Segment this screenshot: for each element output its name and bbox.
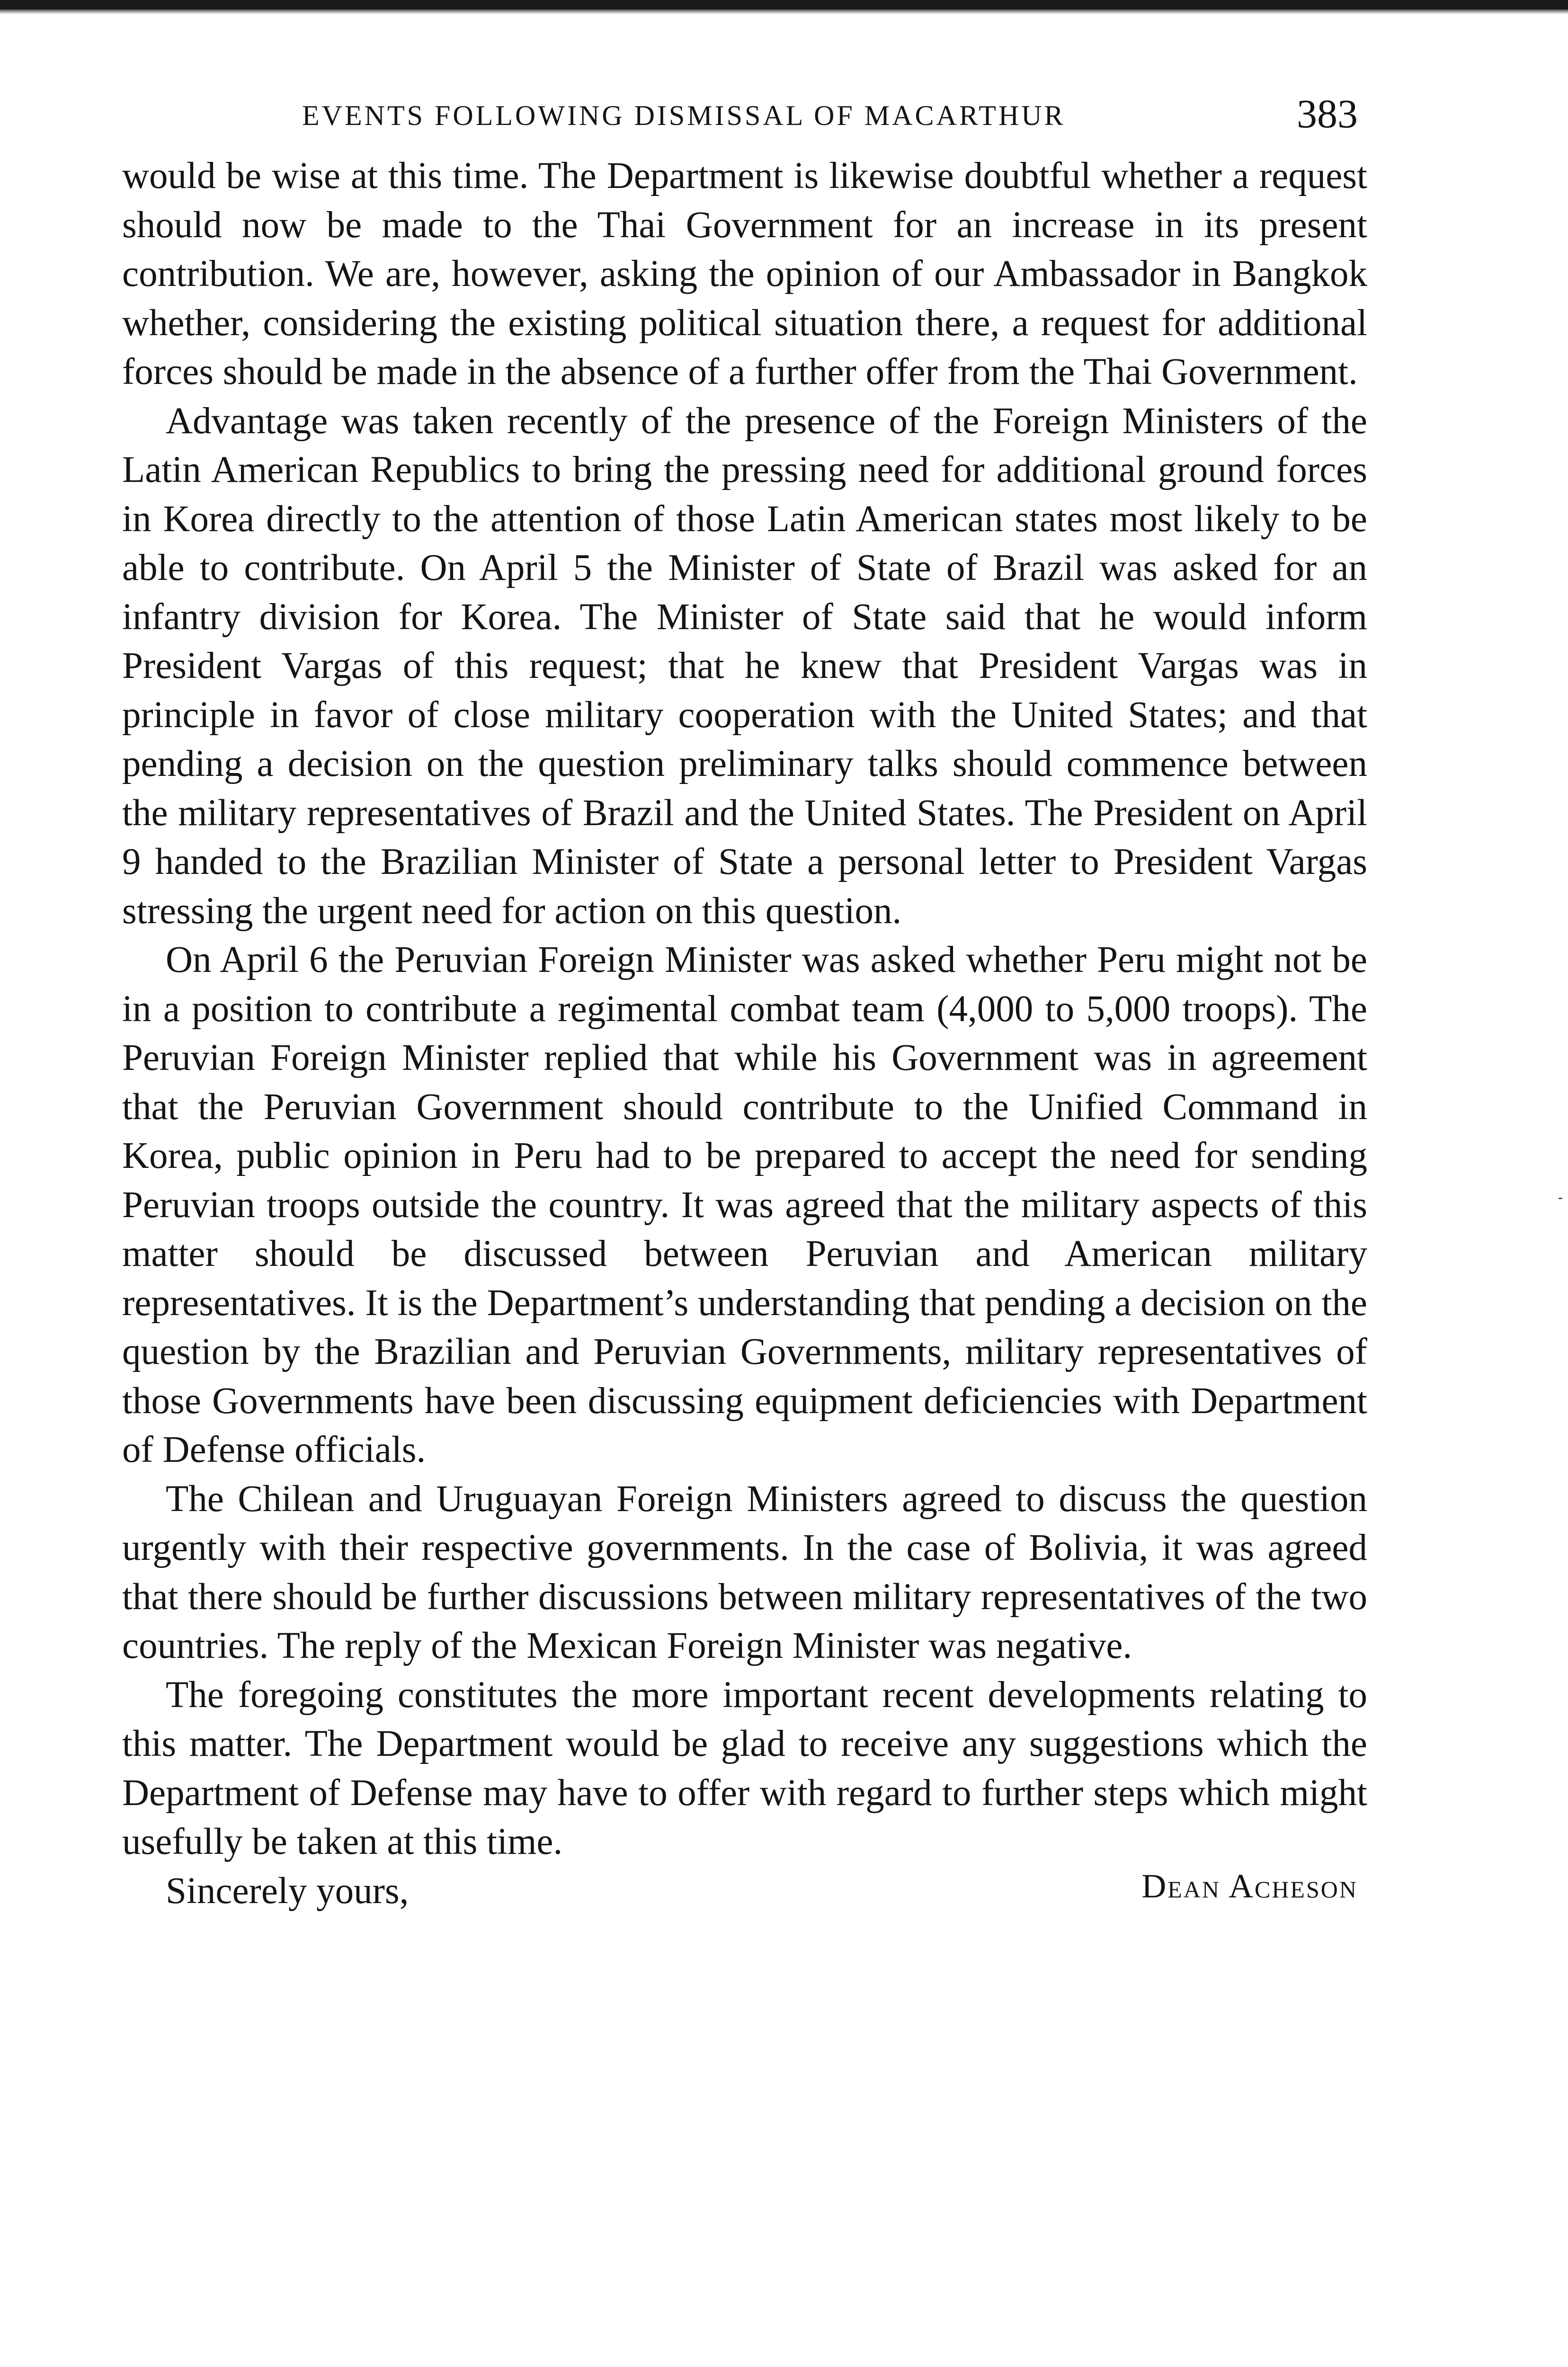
running-title: EVENTS FOLLOWING DISMISSAL OF MACARTHUR bbox=[302, 100, 1066, 131]
scan-top-shadow bbox=[0, 9, 1568, 14]
scan-margin-mark bbox=[1559, 1198, 1562, 1199]
signature: Dean Acheson bbox=[1141, 1867, 1358, 1905]
letter-body bbox=[122, 151, 1367, 1867]
paragraph-latin-america: Advantage was taken recently of the presence of the Foreign Ministers of the Latin American Republics to bring the pressing need for additional ground forces in Korea directly to the attention of those Latin American states most likely to be able to contribute. On April 5 the Minister of State of Brazil was asked for an infantry division for Korea. The Minister of State said that he would inform President Vargas of this request; that he knew that President Vargas was in principle in favor of close military cooperation with the United States; and that pending a decision on the question preliminary talks should commence between the military representatives of Brazil and the United States. The President on April 9 handed to the Brazilian Minister of State a personal letter to President Vargas stressing the urgent need for action on this question. bbox=[122, 400, 1367, 932]
page-number: 383 bbox=[1297, 91, 1358, 136]
paragraph-continued: would be wise at this time. The Department is likewise doubtful whether a request should now be made to the Thai Government for an increase in its present contribution. We are, however, asking the opinion of our Ambassador in Bangkok whether, considering the existing political situation there, a request for additional forces should be made in the absence of a further offer from the Thai Government. bbox=[122, 155, 1367, 392]
document-page bbox=[122, 90, 1367, 1919]
paragraph-peru: On April 6 the Peruvian Foreign Minister was asked whether Peru might not be in a position to contribute a regimental combat team (4,000 to 5,000 troops). The Peruvian Foreign Minister replied that while his Government was in agreement that the Peruvian Government should contribute to the Unified Command in Korea, public opinion in Peru had to be prepared to accept the need for sending Peruvian troops outside the country. It was agreed that the military aspects of this matter should be discussed between Peruvian and American military representatives. It is the Department’s understanding that pending a decision on the question by the Brazilian and Peruvian Governments, military representatives of those Governments have been discussing equipment deficiencies with Department of Defense officials. bbox=[122, 939, 1367, 1470]
running-head bbox=[122, 90, 1367, 151]
paragraph-chile-uruguay: The Chilean and Uruguayan Foreign Ministers agreed to discuss the question urgently with their respective governments. In the case of Bolivia, it was agreed that there should be further discussions between military representatives of the two countries. The reply of the Mexican Foreign Minister was negative. bbox=[122, 1478, 1367, 1666]
scan-top-edge bbox=[0, 0, 1568, 9]
letter-closing bbox=[122, 1867, 1367, 1919]
paragraph-conclusion: The foregoing constitutes the more important recent developments relating to this matter. The Department would be glad to receive any suggestions which the Department of Defense may have to offer with regard to further steps which might usefully be taken at this time. bbox=[122, 1674, 1367, 1862]
salutation: Sincerely yours, bbox=[166, 1870, 409, 1912]
